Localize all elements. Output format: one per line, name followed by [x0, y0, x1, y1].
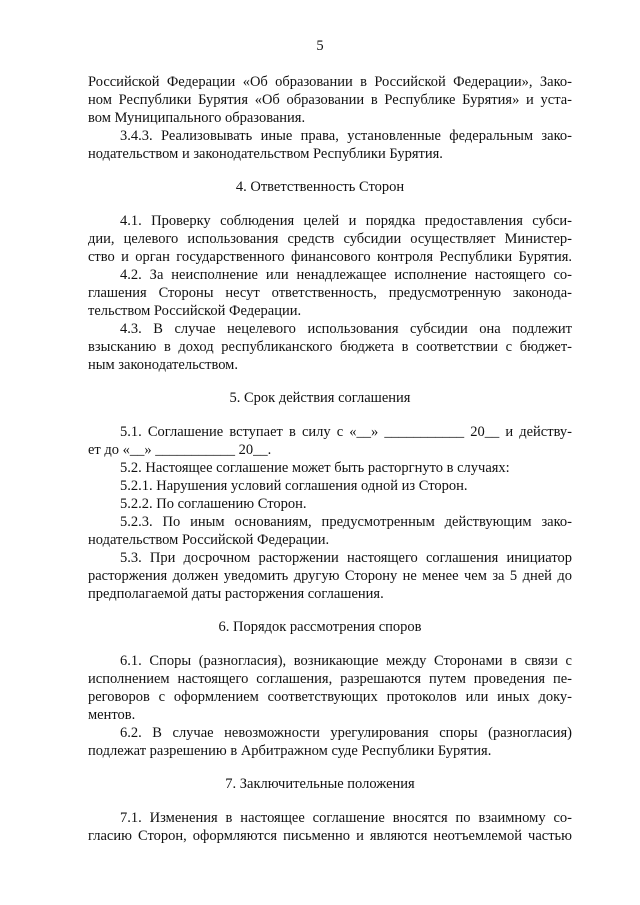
text-line: 5.2. Настоящее соглашение может быть расторгнуто в случаях: — [120, 460, 510, 476]
section-heading: 5. Срок действия соглашения — [229, 390, 411, 406]
text-line: нодательством Российской Федерации. — [88, 532, 330, 548]
text-line: 4.2. За неисполнение или ненадлежащее исполнение настоящего со- — [120, 267, 572, 283]
text-line: 6.1. Споры (разногласия), возникающие между Сторонами в связи с — [120, 653, 572, 669]
text-line: расторжения должен уведомить другую Сторону не менее чем за 5 дней до — [88, 568, 572, 584]
text-line: 5.2.1. Нарушения условий соглашения одной из Сторон. — [120, 478, 468, 494]
text-line: 5.3. При досрочном расторжении настоящего соглашения инициатор — [120, 550, 572, 566]
section-heading: 6. Порядок рассмотрения споров — [218, 619, 422, 635]
text-line: 7.1. Изменения в настоящее соглашение вносятся по взаимному со- — [120, 810, 572, 826]
text-line: дии, целевого использования средств субсидии осуществляет Министер- — [88, 231, 572, 247]
text-line: 5.1. Соглашение вступает в силу с «__» ___________ 20__ и действу- — [120, 424, 572, 440]
section-heading: 4. Ответственность Сторон — [235, 179, 405, 195]
text-line: ство и орган государственного финансового контроля Республики Бурятия. — [88, 249, 572, 265]
text-line: ментов. — [88, 707, 136, 723]
text-line: взысканию в доход республиканского бюджета в соответствии с бюджет- — [88, 339, 572, 355]
text-line: тельством Российской Федерации. — [88, 303, 302, 319]
text-line: Российской Федерации «Об образовании в Российской Федерации», Зако- — [88, 74, 572, 90]
text-line: исполнением настоящего соглашения, разрешаются путем проведения пе- — [88, 671, 572, 687]
text-line: предполагаемой даты расторжения соглашения. — [88, 586, 384, 602]
text-line: 6.2. В случае невозможности урегулирования споры (разногласия) — [120, 725, 572, 741]
text-line: глашения Стороны несут ответственность, предусмотренную законода- — [88, 285, 572, 301]
page-number: 5 — [316, 38, 324, 54]
text-line: ным законодательством. — [88, 357, 238, 373]
text-line: 4.1. Проверку соблюдения целей и порядка предоставления субси- — [120, 213, 572, 229]
text-line: 4.3. В случае нецелевого использования субсидии она подлежит — [120, 321, 572, 337]
text-line: 5.2.3. По иным основаниям, предусмотренным действующим зако- — [120, 514, 572, 530]
text-line: вом Муниципального образования. — [88, 110, 306, 126]
section-heading: 7. Заключительные положения — [225, 776, 415, 792]
text-line: гласию Сторон, оформляются письменно и являются неотъемлемой частью — [88, 828, 572, 844]
text-line: 3.4.3. Реализовывать иные права, установленные федеральным зако- — [120, 128, 572, 144]
text-line: подлежат разрешению в Арбитражном суде Республики Бурятия. — [88, 743, 492, 759]
text-line: ет до «__» ___________ 20__. — [88, 442, 272, 458]
text-line: реговоров с оформлением соответствующих протоколов или иных доку- — [88, 689, 572, 705]
text-line: нодательством и законодательством Республики Бурятия. — [88, 146, 443, 162]
text-line: 5.2.2. По соглашению Сторон. — [120, 496, 307, 512]
text-line: ном Республики Бурятия «Об образовании в Республике Бурятия» и уста- — [88, 92, 572, 108]
